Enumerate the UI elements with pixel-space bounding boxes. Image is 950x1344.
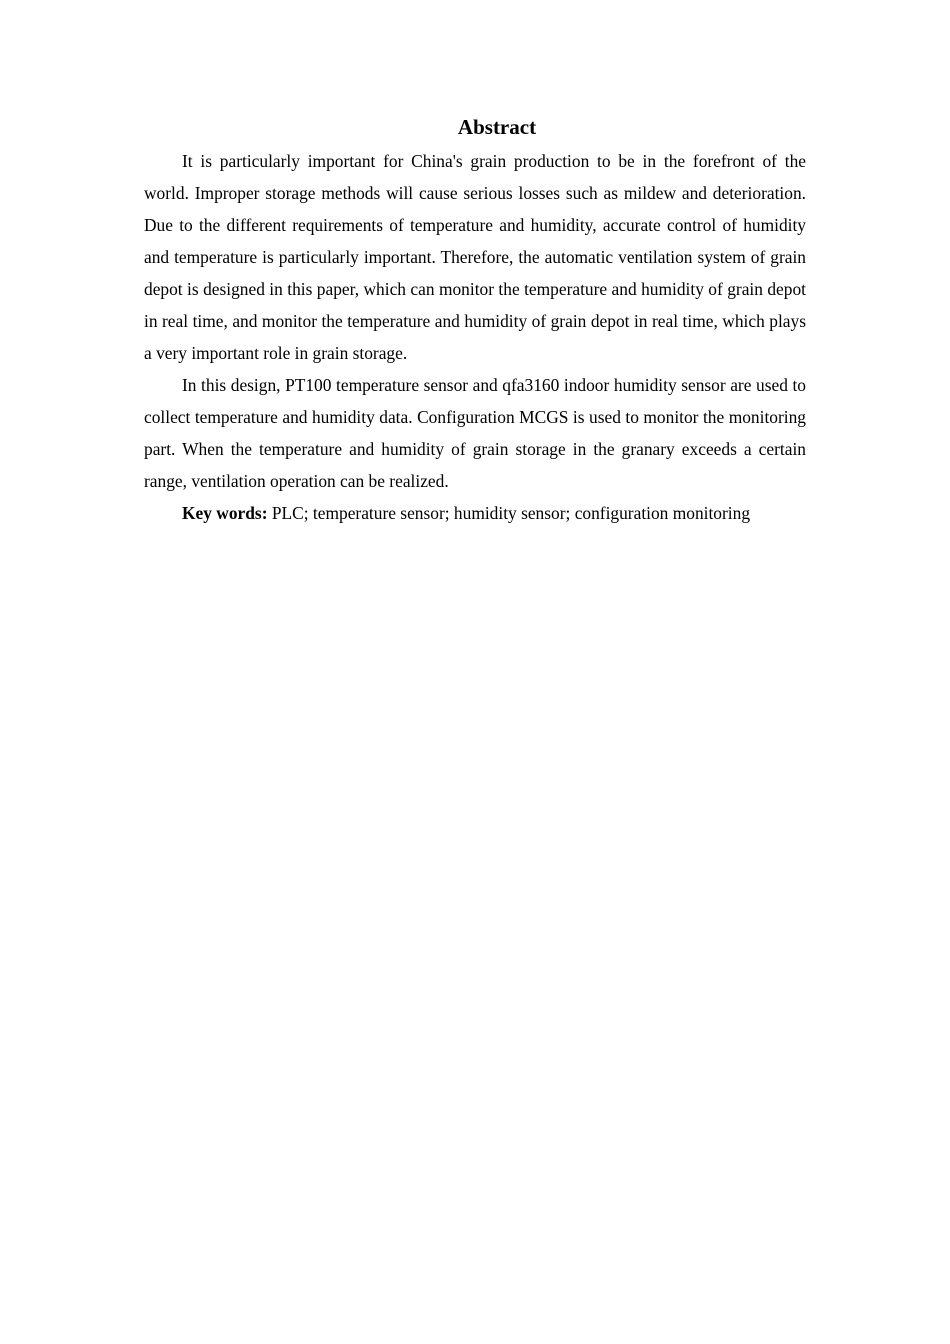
abstract-page <box>144 112 806 529</box>
keywords-label: Key words: <box>182 503 268 523</box>
keywords-list: PLC; temperature sensor; humidity sensor; configuration monitoring <box>267 503 751 523</box>
abstract-paragraph-1: It is particularly important for China's grain production to be in the forefront of the world. Improper storage methods will cause serious losses such as mildew and deterioration. Due to the different requirements of temperature and humidity, accurate control of humidity and temperature is particularly important. Therefore, the automatic ventilation system of grain depot is designed in this paper, which can monitor the temperature and humidity of grain depot in real time, and monitor the temperature and humidity of grain depot in real time, which plays a very important role in grain storage. <box>144 151 806 363</box>
keywords-paragraph <box>144 497 806 529</box>
abstract-paragraph-2: In this design, PT100 temperature sensor and qfa3160 indoor humidity sensor are used to collect temperature and humidity data. Configuration MCGS is used to monitor the monitoring part. When the temperature and humidity of grain storage in the granary exceeds a certain range, ventilation operation can be realized. <box>144 375 806 491</box>
abstract-title: Abstract <box>457 115 537 139</box>
